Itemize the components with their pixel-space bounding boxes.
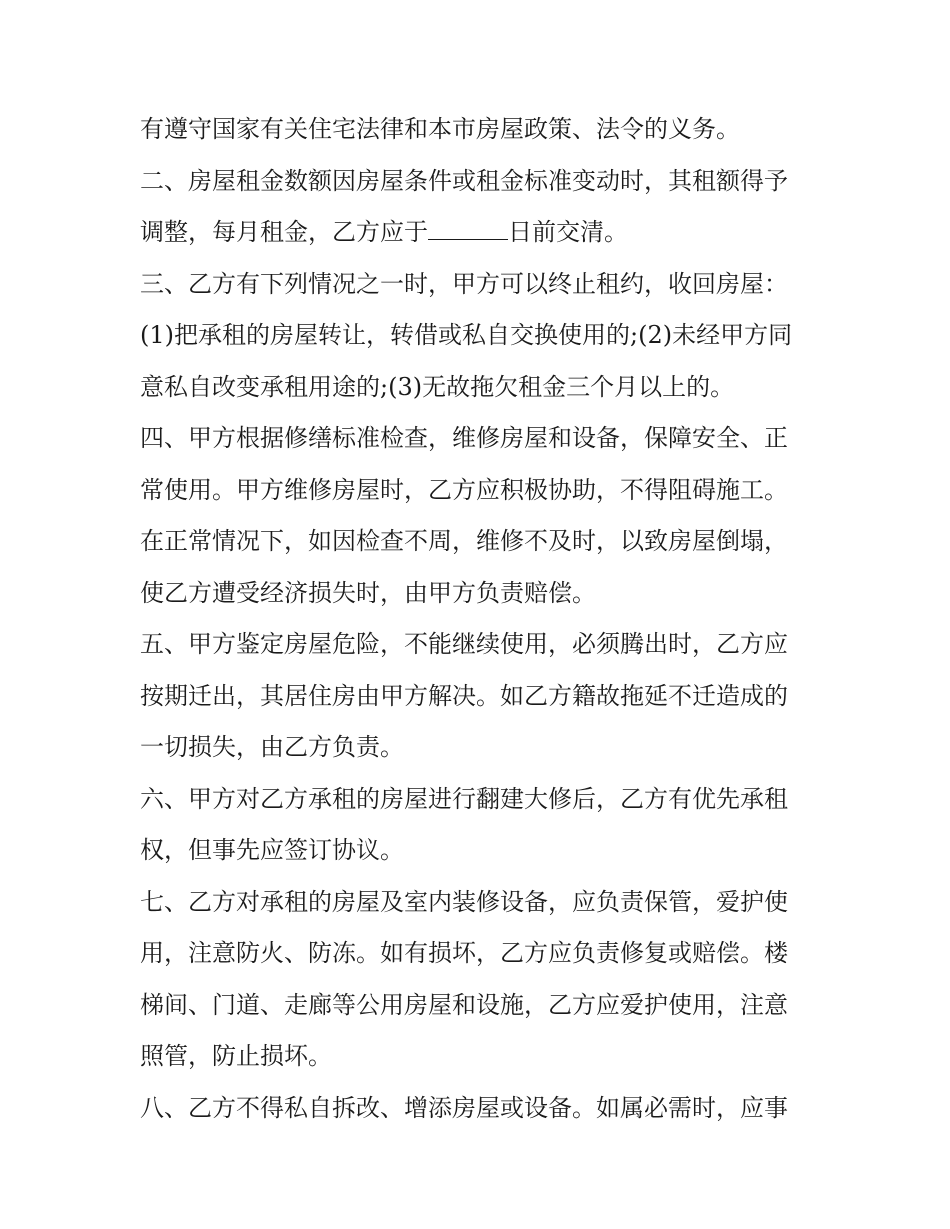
fill-in-blank xyxy=(428,221,508,240)
text-line-part: 日前交清。 xyxy=(508,218,628,246)
text-line: 意私自改变承租用途的;(3)无故拖欠租金三个月以上的。 xyxy=(140,372,735,401)
text-line: 一切损失，由乙方负责。 xyxy=(140,733,404,761)
text-line: 在正常情况下，如因检查不周，维修不及时，以致房屋倒塌， xyxy=(140,527,788,555)
text-line: 使乙方遭受经济损失时，由甲方负责赔偿。 xyxy=(140,578,596,607)
text-line: 四、甲方根据修缮标准检查，维修房屋和设备，保障安全、正 xyxy=(140,424,788,452)
text-line: 三、乙方有下列情况之一时，甲方可以终止租约，收回房屋： xyxy=(140,269,788,298)
text-line: 二、房屋租金数额因房屋条件或租金标准变动时，其租额得予 xyxy=(140,166,788,195)
text-line: 有遵守国家有关住宅法律和本市房屋政策、法令的义务。 xyxy=(140,115,740,143)
text-line: 八、乙方不得私自拆改、增添房屋或设备。如属必需时，应事 xyxy=(140,1093,788,1122)
contract-body xyxy=(140,104,820,1134)
text-line: 六、甲方对乙方承租的房屋进行翻建大修后，乙方有优先承租 xyxy=(140,784,788,813)
text-line: 用，注意防火、防冻。如有损坏，乙方应负责修复或赔偿。楼 xyxy=(140,939,788,967)
text-line: 七、乙方对承租的房屋及室内装修设备，应负责保管，爱护使 xyxy=(140,887,788,916)
text-line xyxy=(140,207,820,259)
text-line: 五、甲方鉴定房屋危险，不能继续使用，必须腾出时，乙方应 xyxy=(140,630,788,658)
text-line: 常使用。甲方维修房屋时，乙方应积极协助，不得阻碍施工。 xyxy=(140,475,788,504)
text-line: 照管，防止损坏。 xyxy=(140,1042,332,1070)
text-line: 按期迁出，其居住房由甲方解决。如乙方籍故拖延不迁造成的 xyxy=(140,681,788,710)
text-line: (1)把承租的房屋转让，转借或私自交换使用的;(2)未经甲方同 xyxy=(140,321,793,349)
text-line-part: 调整，每月租金，乙方应于 xyxy=(140,218,428,246)
text-line: 梯间、门道、走廊等公用房屋和设施，乙方应爱护使用，注意 xyxy=(140,990,788,1019)
text-line: 权，但事先应签订协议。 xyxy=(140,836,404,864)
